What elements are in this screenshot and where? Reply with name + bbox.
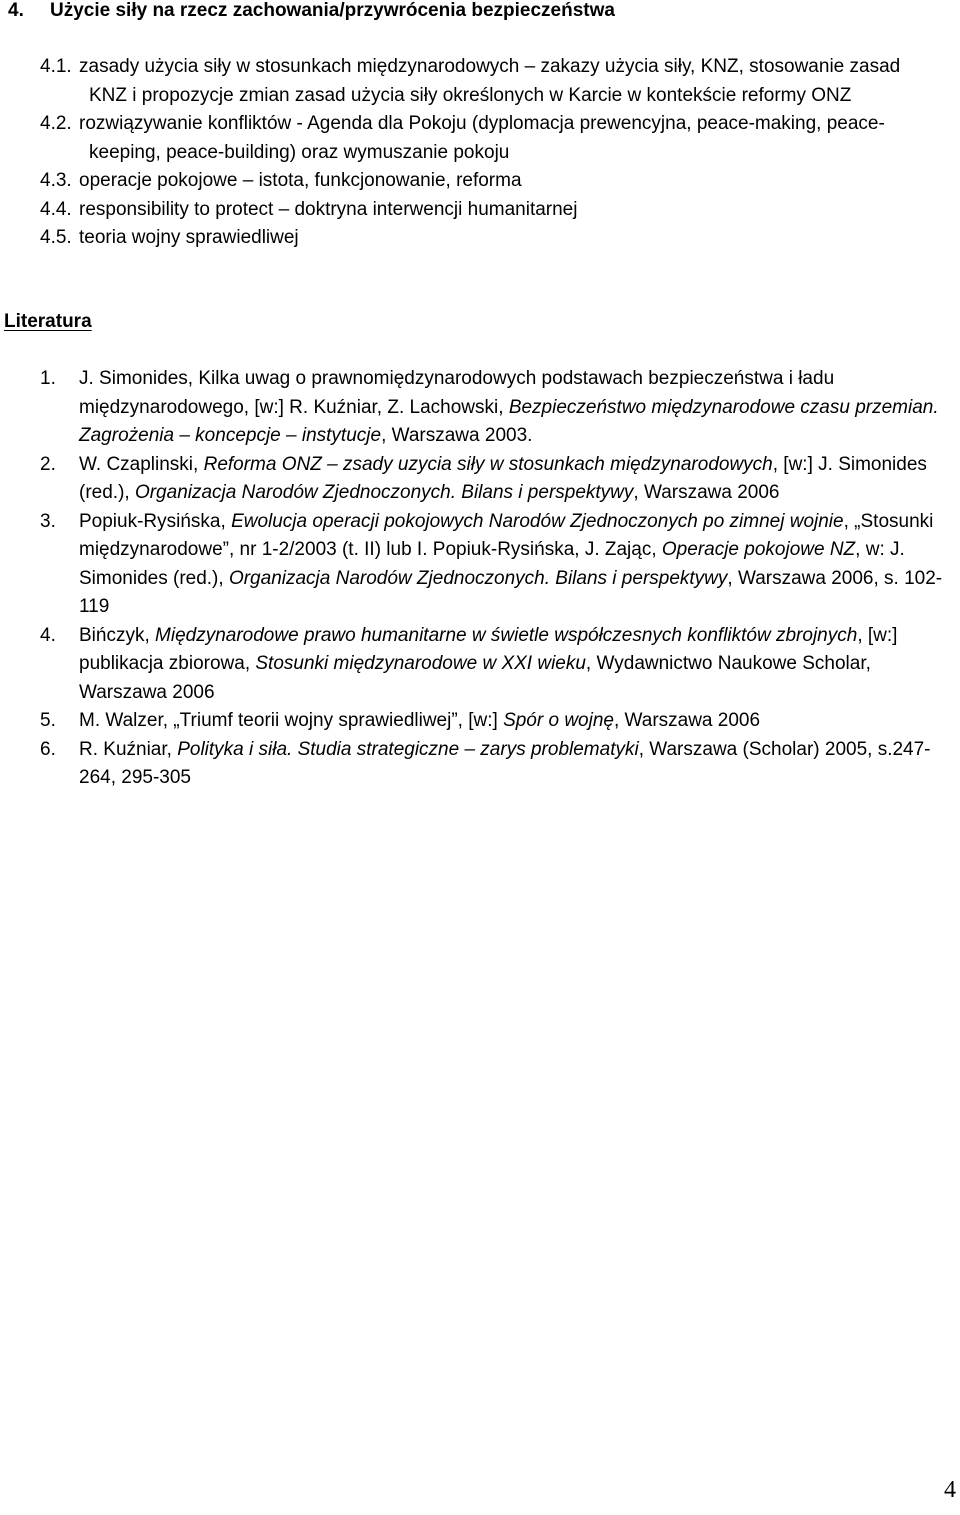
bibliography-text-run: , Warszawa 2006, s. 102-119 — [79, 567, 943, 617]
bibliography-text — [79, 622, 955, 708]
bibliography-number: 3. — [40, 510, 56, 532]
chapter-heading — [8, 0, 938, 25]
chapter-number: 4. — [8, 0, 24, 21]
bibliography-text-run: , [w:] J. Simonides (red.), — [79, 453, 927, 503]
section-item — [40, 224, 940, 253]
bibliography-text-run: J. Simonides, Kilka uwag o prawnomiędzynarodowych podstawach bezpieczeństwa i ładu międzynarodowego, [w:] R. Kuźniar, Z. Lachowski, — [79, 368, 835, 418]
bibliography-text — [79, 365, 955, 451]
section-item — [40, 167, 940, 196]
section-text: operacje pokojowe – istota, funkcjonowanie, reforma — [79, 170, 522, 191]
bibliography-text-run: , „Stosunki międzynarodowe”, nr 1-2/2003 (t. II) lub I. Popiuk-Rysińska, J. Zając, — [79, 510, 934, 560]
bibliography-text — [79, 736, 955, 793]
section-item — [40, 196, 940, 225]
bibliography-text-run: Popiuk-Rysińska, — [79, 510, 232, 532]
bibliography-title-run: Stosunki międzynarodowe w XXI wieku — [255, 653, 586, 674]
bibliography-number: 1. — [40, 368, 56, 389]
section-number: 4.1. — [40, 56, 72, 77]
bibliography-text — [79, 451, 955, 508]
section-text: zasady użycia siły w stosunkach międzynarodowych – zakazy użycia siły, KNZ, stosowanie zasad KNZ i propozycje zmian zasad użycia siły określonych w Karcie w kontekście reformy ONZ — [79, 56, 901, 106]
bibliography-item — [40, 736, 955, 793]
bibliography-item — [40, 707, 955, 736]
bibliography-text-run: , Warszawa 2006 — [633, 482, 780, 503]
bibliography-text-run: , Warszawa 2006 — [613, 710, 761, 731]
chapter-title: Użycie siły na rzecz zachowania/przywrócenia bezpieczeństwa — [50, 0, 615, 21]
section-item — [40, 53, 940, 110]
bibliography-item — [40, 451, 955, 508]
bibliography-item — [40, 508, 955, 622]
bibliography-number: 4. — [40, 624, 56, 646]
literature-heading: Literatura — [4, 311, 92, 332]
bibliography-title-run: Międzynarodowe prawo humanitarne w świetle współczesnych konfliktów zbrojnych — [155, 624, 858, 646]
bibliography-item — [40, 365, 955, 451]
bibliography-text-run: , [w:] publikacja zbiorowa, — [79, 624, 898, 674]
section-number: 4.4. — [40, 198, 72, 220]
bibliography-text-run: R. Kuźniar, — [79, 738, 178, 760]
bibliography-text-run: , Warszawa 2003. — [381, 425, 533, 446]
bibliography-title-run: Reforma ONZ – zsady uzycia siły w stosunkach międzynarodowych — [203, 453, 773, 475]
bibliography-text-run: M. Walzer, „Triumf teorii wojny sprawiedliwej”, [w:] — [79, 710, 504, 731]
section-number: 4.5. — [40, 227, 72, 248]
bibliography-text — [79, 707, 955, 736]
bibliography-title-run: Operacje pokojowe NZ — [661, 539, 856, 560]
section-number: 4.2. — [40, 113, 72, 134]
bibliography-number: 6. — [40, 738, 56, 760]
bibliography-title-run: Bezpieczeństwo międzynarodowe czasu przemian. Zagrożenia – koncepcje – instytucje — [79, 396, 939, 446]
bibliography-item — [40, 622, 955, 708]
section-list — [40, 53, 940, 253]
bibliography-text — [79, 508, 955, 622]
section-number: 4.3. — [40, 170, 72, 191]
section-text: responsibility to protect – doktryna interwencji humanitarnej — [79, 198, 578, 220]
section-text: rozwiązywanie konfliktów - Agenda dla Pokoju (dyplomacja prewencyjna, peace-making, peace-keeping, peace-building) oraz wymuszanie pokoju — [79, 113, 885, 163]
section-text: teoria wojny sprawiedliwej — [79, 227, 299, 248]
page-number: 4 — [944, 1477, 956, 1503]
bibliography-number: 2. — [40, 453, 56, 475]
bibliography-text-run: , Wydawnictwo Naukowe Scholar, Warszawa 2006 — [79, 653, 871, 703]
bibliography-title-run: Ewolucja operacji pokojowych Narodów Zjednoczonych po zimnej wojnie — [231, 510, 844, 532]
bibliography-title-run: Spór o wojnę — [503, 710, 614, 731]
section-item — [40, 110, 940, 167]
bibliography-text-run: , Warszawa (Scholar) 2005, s.247-264, 295-305 — [79, 738, 931, 788]
bibliography-title-run: Polityka i siła. Studia strategiczne – zarys problematyki — [177, 738, 639, 760]
bibliography-title-run: Organizacja Narodów Zjednoczonych. Bilans i perspektywy — [228, 567, 728, 589]
bibliography-title-run: Organizacja Narodów Zjednoczonych. Bilans i perspektywy — [134, 482, 634, 503]
bibliography-list — [40, 365, 955, 793]
bibliography-text-run: Bińczyk, — [79, 624, 156, 646]
bibliography-text-run: , w: J. Simonides (red.), — [79, 539, 905, 589]
bibliography-number: 5. — [40, 710, 56, 731]
bibliography-text-run: W. Czaplinski, — [79, 453, 204, 475]
